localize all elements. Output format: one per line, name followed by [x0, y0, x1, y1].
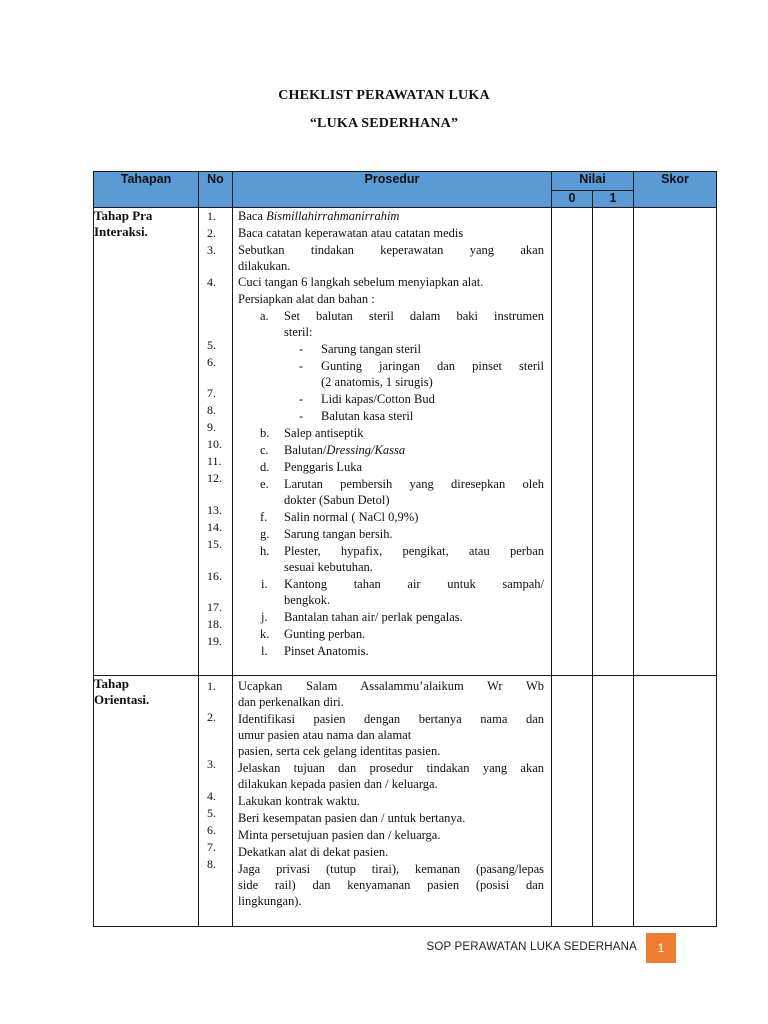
procedure-line: Sebutkan tindakan keperawatan yang akan	[238, 243, 544, 257]
procedure-text: Balutan/	[284, 443, 327, 457]
procedure-line: dokter (Sabun Detol)	[284, 493, 390, 507]
procedure-line: Balutan kasa steril	[321, 409, 414, 423]
step-number: 6.	[207, 355, 216, 369]
page-number: 1	[646, 933, 676, 963]
skor-cell[interactable]	[634, 676, 717, 927]
step-number: 13.	[207, 503, 222, 517]
list-marker: f.	[260, 510, 268, 524]
list-marker: b.	[260, 426, 270, 440]
step-number: 3.	[207, 757, 216, 771]
nilai-0-cell[interactable]	[552, 208, 593, 676]
procedure-line: Gunting jaringan dan pinset steril	[321, 359, 544, 373]
list-marker: -	[299, 392, 304, 406]
procedure-line: Kantong tahan air untuk sampah/	[284, 577, 544, 591]
list-marker: i.	[261, 577, 268, 591]
procedure-line: bengkok.	[284, 593, 331, 607]
list-marker: h.	[260, 544, 270, 558]
procedure-text: Baca	[238, 209, 267, 223]
document-title: CHEKLIST PERAWATAN LUKA	[278, 88, 490, 103]
list-marker: j.	[261, 610, 268, 624]
procedure-line: Minta persetujuan pasien dan / keluarga.	[238, 828, 441, 842]
stage-orientasi	[94, 676, 199, 927]
stage-label: Orientasi.	[94, 692, 150, 707]
procedure-line: Identifikasi pasien dengan bertanya nama dan	[238, 712, 544, 726]
list-marker: d.	[260, 460, 270, 474]
procedure-line: lingkungan).	[238, 894, 302, 908]
list-marker: -	[299, 342, 304, 356]
stage-label: Tahap	[94, 676, 129, 691]
procedure-line: Penggaris Luka	[284, 460, 363, 474]
procedure-text-italic: Dressing/Kassa	[326, 443, 406, 457]
header-nilai-1: 1	[593, 191, 634, 208]
list-marker: -	[299, 409, 304, 423]
procedure-line: Salin normal ( NaCl 0,9%)	[284, 510, 419, 524]
procedure-line: Beri kesempatan pasien dan / untuk bertanya.	[238, 811, 466, 825]
procedure-line: steril:	[284, 325, 313, 339]
list-marker: c.	[260, 443, 269, 457]
step-number: 2.	[207, 710, 216, 724]
procedure-line: Plester, hypafix, pengikat, atau perban	[284, 544, 544, 558]
step-number: 16.	[207, 569, 222, 583]
header-nilai-0: 0	[552, 191, 593, 208]
procedure-line: Sarung tangan steril	[321, 342, 421, 356]
step-number: 19.	[207, 634, 222, 648]
procedure-line: Bantalan tahan air/ perlak pengalas.	[284, 610, 463, 624]
step-number: 2.	[207, 226, 216, 240]
procedure-line: Ucapkan Salam Assalammu’alaikum Wr Wb	[238, 679, 544, 693]
step-number: 14.	[207, 520, 222, 534]
procedure-line	[284, 443, 405, 458]
skor-cell[interactable]	[634, 208, 717, 676]
procedure-line: dilakukan kepada pasien dan / keluarga.	[238, 777, 438, 791]
checklist-table	[93, 171, 717, 927]
header-no: No	[199, 172, 233, 208]
stage-pra-interaksi	[94, 208, 199, 676]
header-tahapan: Tahapan	[94, 172, 199, 208]
footer-title: SOP PERAWATAN LUKA SEDERHANA	[426, 941, 637, 953]
procedure-line: Cuci tangan 6 langkah sebelum menyiapkan alat.	[238, 275, 484, 289]
list-marker: e.	[260, 477, 269, 491]
list-marker: k.	[260, 627, 270, 641]
step-number: 8.	[207, 857, 216, 871]
procedure-line: Salep antiseptik	[284, 426, 364, 440]
list-marker: a.	[260, 309, 269, 323]
procedure-text-italic: Bismillahirrahmanirrahim	[266, 209, 400, 223]
procedure-line	[238, 209, 399, 224]
procedure-line: umur pasien atau nama dan alamat	[238, 728, 412, 742]
procedure-line: Larutan pembersih yang diresepkan oleh	[284, 477, 544, 491]
procedure-line: Jaga privasi (tutup tirai), kemanan (pasang/lepas	[238, 862, 544, 876]
step-number: 18.	[207, 617, 222, 631]
step-number: 10.	[207, 437, 222, 451]
stage-label: Interaksi.	[94, 224, 148, 239]
procedure-line: Set balutan steril dalam baki instrumen	[284, 309, 544, 323]
step-number: 17.	[207, 600, 222, 614]
procedure-list	[233, 676, 552, 927]
procedure-line: Pinset Anatomis.	[284, 644, 369, 658]
step-number: 1.	[207, 209, 216, 223]
step-number: 1.	[207, 679, 216, 693]
procedure-line: dilakukan.	[238, 259, 291, 273]
procedure-list	[233, 208, 552, 676]
step-number: 15.	[207, 537, 222, 551]
procedure-line: Gunting perban.	[284, 627, 366, 641]
document-subtitle: “LUKA SEDERHANA”	[309, 116, 459, 131]
procedure-line: Baca catatan keperawatan atau catatan medis	[238, 226, 464, 240]
procedure-line: (2 anatomis, 1 sirugis)	[321, 375, 433, 389]
header-prosedur: Prosedur	[233, 172, 552, 208]
procedure-line: Sarung tangan bersih.	[284, 527, 393, 541]
procedure-line: Dekatkan alat di dekat pasien.	[238, 845, 389, 859]
procedure-line: dan perkenalkan diri.	[238, 695, 344, 709]
stage-label: Tahap Pra	[94, 208, 153, 223]
step-number: 9.	[207, 420, 216, 434]
header-skor: Skor	[634, 172, 717, 208]
procedure-line: Jelaskan tujuan dan prosedur tindakan yang akan	[238, 761, 544, 775]
step-number: 3.	[207, 243, 216, 257]
nilai-0-cell[interactable]	[552, 676, 593, 927]
step-number: 7.	[207, 840, 216, 854]
list-marker: l.	[261, 644, 268, 658]
step-number: 7.	[207, 386, 216, 400]
procedure-line: Lidi kapas/Cotton Bud	[321, 392, 435, 406]
procedure-line: sesuai kebutuhan.	[284, 560, 373, 574]
nilai-1-cell[interactable]	[593, 676, 634, 927]
header-nilai: Nilai	[552, 172, 634, 191]
step-number: 5.	[207, 806, 216, 820]
step-numbers	[199, 676, 233, 927]
step-number: 12.	[207, 471, 222, 485]
list-marker: -	[299, 359, 304, 373]
nilai-1-cell[interactable]	[593, 208, 634, 676]
procedure-line: Persiapkan alat dan bahan :	[238, 292, 375, 306]
procedure-line: Lakukan kontrak waktu.	[238, 794, 360, 808]
step-number: 4.	[207, 789, 216, 803]
step-number: 5.	[207, 338, 216, 352]
procedure-line: pasien, serta cek gelang identitas pasien.	[238, 744, 441, 758]
step-number: 6.	[207, 823, 216, 837]
step-number: 11.	[207, 454, 222, 468]
step-number: 8.	[207, 403, 216, 417]
step-numbers	[199, 208, 233, 676]
procedure-line: side rail) dan kenyamanan pasien (posisi dan	[238, 878, 544, 892]
step-number: 4.	[207, 275, 216, 289]
list-marker: g.	[260, 527, 270, 541]
